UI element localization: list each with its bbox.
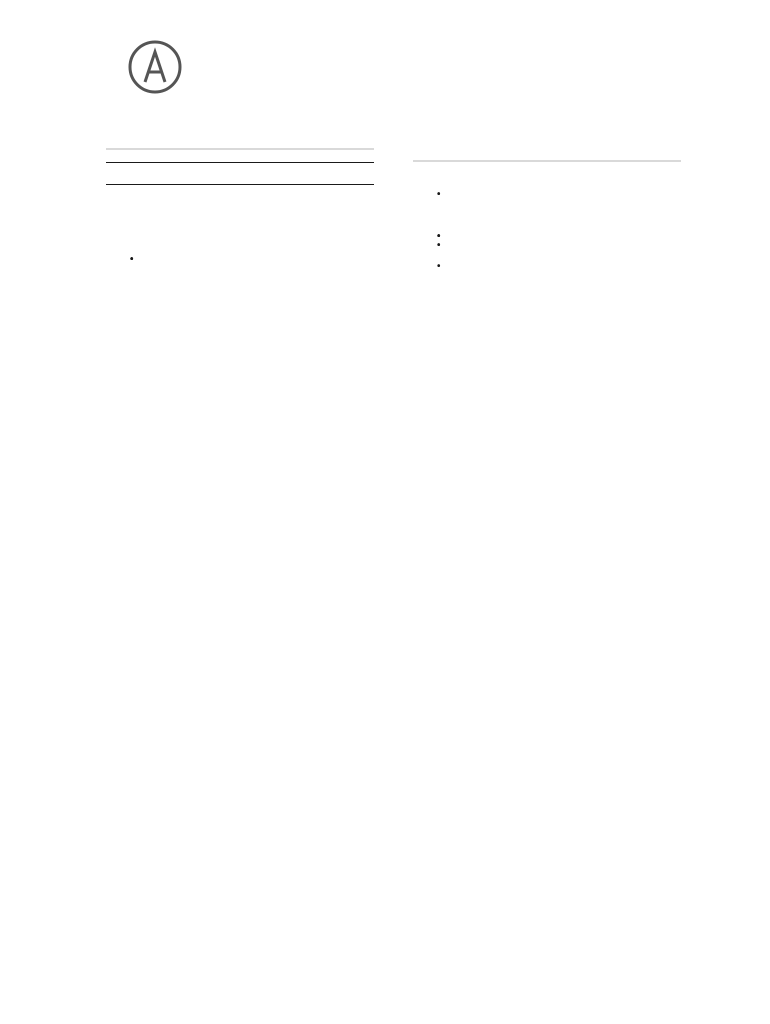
right-column [413, 148, 681, 261]
left-column [106, 148, 374, 254]
aerocivil-logo-icon [128, 40, 182, 94]
